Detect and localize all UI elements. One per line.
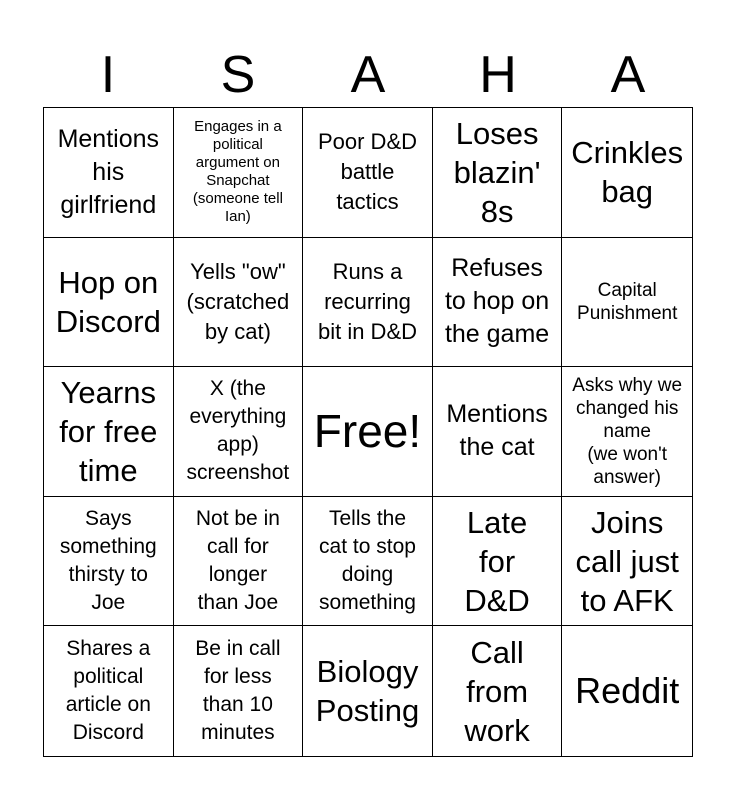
bingo-cell-r3c5[interactable] bbox=[562, 367, 692, 497]
cell-text: Says something thirsty to Joe bbox=[59, 507, 157, 615]
cell-text: Free! bbox=[313, 405, 422, 458]
bingo-header bbox=[43, 42, 693, 108]
cell-text: Runs a recurring bit in D&D bbox=[317, 258, 418, 344]
cell-text: Joins call just to AFK bbox=[575, 504, 679, 618]
header-letter-4: H bbox=[479, 46, 517, 104]
cell-text: Call from work bbox=[464, 634, 530, 748]
cell-text: Crinkles bag bbox=[571, 135, 684, 210]
cell-text: Not be in call for longer than Joe bbox=[195, 507, 280, 615]
cell-text: Asks why we changed his name (we won't answer) bbox=[572, 374, 683, 488]
cell-text: Shares a political article on Discord bbox=[65, 637, 151, 745]
cell-text: Engages in a political argument on Snapchat (someone tell Ian) bbox=[192, 118, 283, 226]
header-letter-2: S bbox=[220, 46, 256, 104]
cell-text: Late for D&D bbox=[464, 504, 530, 618]
bingo-cell-r3c2[interactable] bbox=[174, 367, 304, 497]
bingo-cell-r2c4[interactable] bbox=[433, 238, 563, 368]
cell-text: X (the everything app) screenshot bbox=[186, 377, 290, 485]
bingo-board bbox=[43, 107, 693, 757]
cell-text: Biology Posting bbox=[315, 654, 420, 729]
bingo-cell-r5c5[interactable] bbox=[562, 626, 692, 756]
bingo-cell-r2c3[interactable] bbox=[303, 238, 433, 368]
bingo-cell-r4c2[interactable] bbox=[174, 497, 304, 627]
bingo-cell-r3c4[interactable] bbox=[433, 367, 563, 497]
bingo-cell-r2c2[interactable] bbox=[174, 238, 304, 368]
bingo-cell-r3c1[interactable] bbox=[44, 367, 174, 497]
bingo-cell-r1c3[interactable] bbox=[303, 108, 433, 238]
bingo-cell-r1c1[interactable] bbox=[44, 108, 174, 238]
cell-text: Be in call for less than 10 minutes bbox=[195, 637, 281, 745]
bingo-cell-r4c1[interactable] bbox=[44, 497, 174, 627]
bingo-cell-r1c2[interactable] bbox=[174, 108, 304, 238]
header-letter-1: I bbox=[100, 46, 116, 104]
cell-text: Poor D&D battle tactics bbox=[317, 129, 418, 215]
bingo-cell-r2c1[interactable] bbox=[44, 238, 174, 368]
bingo-cell-r1c4[interactable] bbox=[433, 108, 563, 238]
bingo-cell-r4c4[interactable] bbox=[433, 497, 563, 627]
cell-text: Tells the cat to stop doing something bbox=[319, 507, 416, 615]
bingo-cell-r5c2[interactable] bbox=[174, 626, 304, 756]
cell-text: Yells "ow" (scratched by cat) bbox=[186, 258, 290, 344]
cell-text: Yearns for free time bbox=[59, 374, 158, 488]
bingo-cell-free[interactable] bbox=[303, 367, 433, 497]
cell-text: Refuses to hop on the game bbox=[444, 254, 550, 349]
cell-text: Reddit bbox=[575, 670, 680, 712]
cell-text: Hop on Discord bbox=[55, 264, 161, 339]
cell-text: Loses blazin' 8s bbox=[453, 115, 541, 229]
cell-text: Mentions his girlfriend bbox=[57, 124, 160, 219]
bingo-cell-r5c3[interactable] bbox=[303, 626, 433, 756]
bingo-cell-r4c3[interactable] bbox=[303, 497, 433, 627]
header-letter-5: A bbox=[610, 46, 646, 104]
cell-text: Capital Punishment bbox=[577, 279, 678, 324]
header-letter-3: A bbox=[350, 46, 386, 104]
bingo-cell-r1c5[interactable] bbox=[562, 108, 692, 238]
bingo-cell-r2c5[interactable] bbox=[562, 238, 692, 368]
bingo-cell-r4c5[interactable] bbox=[562, 497, 692, 627]
bingo-cell-r5c4[interactable] bbox=[433, 626, 563, 756]
cell-text: Mentions the cat bbox=[446, 400, 548, 462]
bingo-cell-r5c1[interactable] bbox=[44, 626, 174, 756]
